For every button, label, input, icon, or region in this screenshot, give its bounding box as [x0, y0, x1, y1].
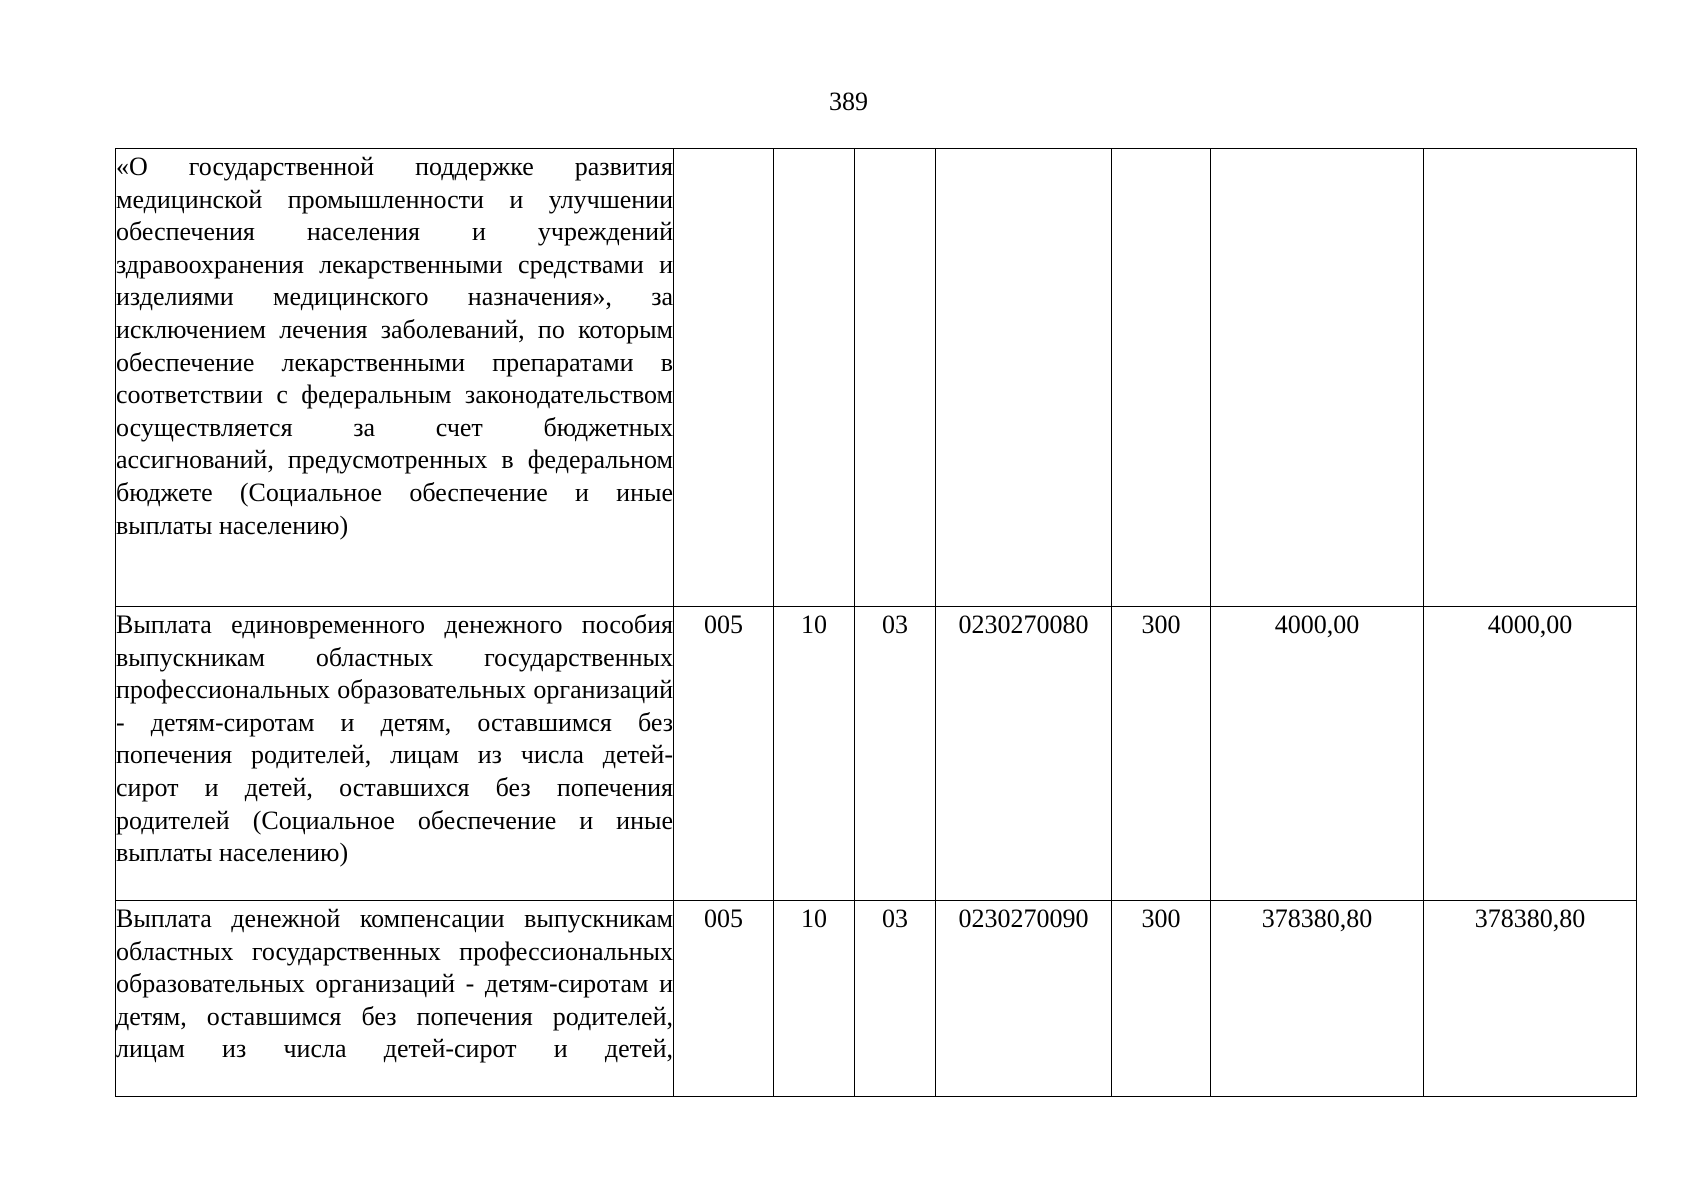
- section-code-cell: [774, 149, 855, 607]
- target-article-cell: 0230270080: [936, 607, 1112, 901]
- amount-1-cell: 4000,00: [1211, 607, 1424, 901]
- ministry-code-cell: 005: [674, 901, 774, 1097]
- target-article-cell: [936, 149, 1112, 607]
- description-text: Выплата единовременного денежного пособия выпускникам областных государственных профессиональных образовательных организаций - детям-сиротам и детям, оставшимся без попечения родителей, лицам из числа детей-сирот и детей, оставшихся без попечения родителей (Социальное обеспечение и иные выплаты населению): [116, 610, 673, 868]
- description-cell: [116, 901, 674, 1097]
- ministry-code-cell: [674, 149, 774, 607]
- description-text: «О государственной поддержке развития медицинской промышленности и улучшении обеспечения населения и учреждений здравоохранения лекарственными средствами и изделиями медицинского назначения», за исключением лечения заболеваний, по которым обеспечение лекарственными препаратами в соответствии с федеральным законодательством осуществляется за счет бюджетных ассигнований, предусмотренных в федеральном бюджете (Социальное обеспечение и иные выплаты населению): [116, 152, 673, 540]
- section-code-cell: 10: [774, 607, 855, 901]
- section-code-cell: 10: [774, 901, 855, 1097]
- amount-2-cell: 378380,80: [1424, 901, 1637, 1097]
- amount-2-cell: [1424, 149, 1637, 607]
- page-number: 389: [829, 87, 868, 116]
- expense-type-cell: 300: [1112, 901, 1211, 1097]
- subsection-code-cell: 03: [855, 901, 936, 1097]
- amount-2-cell: 4000,00: [1424, 607, 1637, 901]
- table-row: [116, 607, 1637, 901]
- ministry-code-cell: 005: [674, 607, 774, 901]
- target-article-cell: 0230270090: [936, 901, 1112, 1097]
- description-cell: [116, 149, 674, 607]
- table-row: [116, 901, 1637, 1097]
- expense-type-cell: [1112, 149, 1211, 607]
- expense-type-cell: 300: [1112, 607, 1211, 901]
- table-row: [116, 149, 1637, 607]
- amount-1-cell: 378380,80: [1211, 901, 1424, 1097]
- subsection-code-cell: 03: [855, 607, 936, 901]
- description-text: Выплата денежной компенсации выпускникам областных государственных профессиональных образовательных организаций - детям-сиротам и детям, оставшимся без попечения родителей, лицам из числа детей-сирот и детей,: [116, 904, 673, 1064]
- budget-table: [115, 148, 1637, 1097]
- subsection-code-cell: [855, 149, 936, 607]
- amount-1-cell: [1211, 149, 1424, 607]
- description-cell: [116, 607, 674, 901]
